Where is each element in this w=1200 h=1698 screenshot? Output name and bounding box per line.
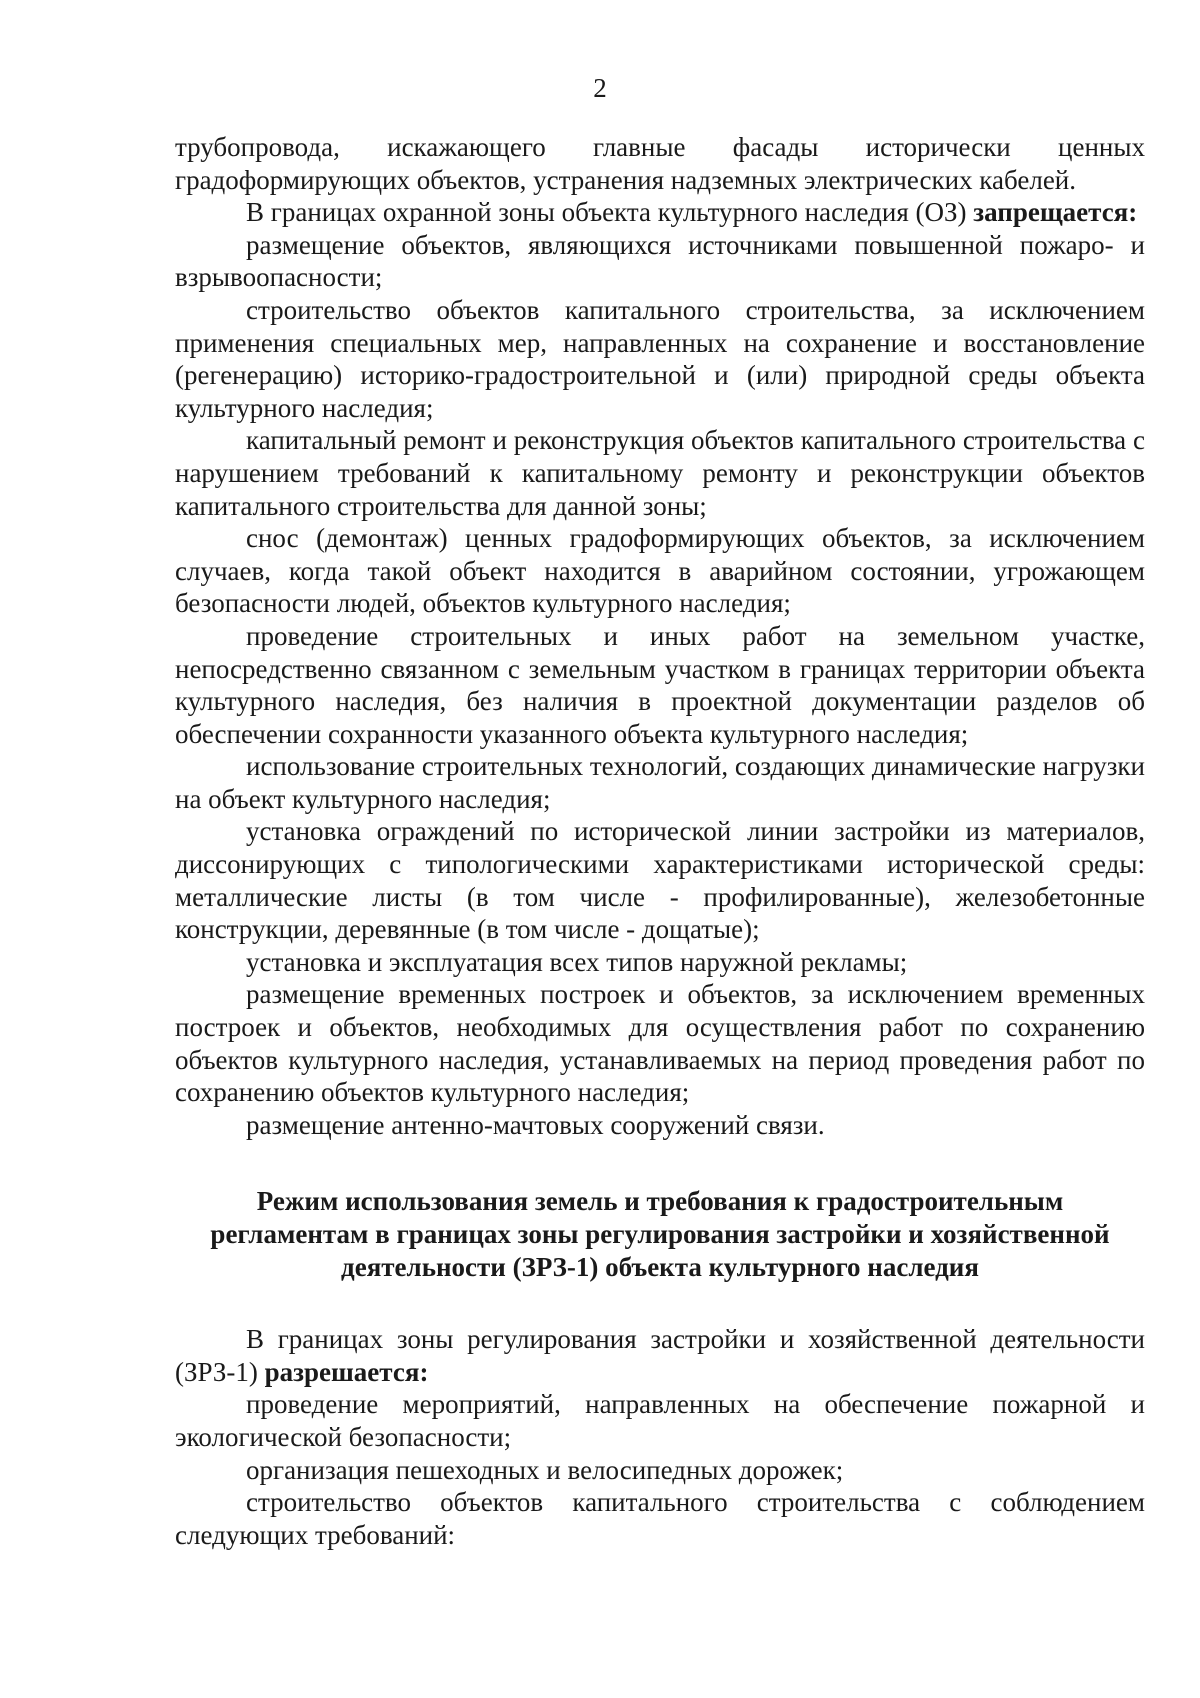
paragraph-text: строительство объектов капитального строительства, за исключением применения специальных мер, направленных на сохранение и восстановление (регенерацию) историко-градостроительной и (или) природной среды объекта культурного наследия; bbox=[175, 294, 1145, 423]
paragraph bbox=[175, 131, 1145, 196]
paragraph-text: проведение мероприятий, направленных на обеспечение пожарной и экологической безопасности; bbox=[175, 1389, 1145, 1452]
paragraph-text: размещение антенно-мачтовых сооружений связи. bbox=[246, 1109, 825, 1140]
paragraph bbox=[175, 1454, 1145, 1487]
paragraph-text: снос (демонтаж) ценных градоформирующих объектов, за исключением случаев, когда такой объект находится в аварийном состоянии, угрожающем безопасности людей, объектов культурного наследия; bbox=[175, 523, 1145, 619]
paragraph bbox=[175, 294, 1145, 424]
paragraph bbox=[175, 196, 1145, 229]
paragraph-text: трубопровода, искажающего главные фасады исторически ценных градоформирующих объектов, устранения надземных электрических кабелей. bbox=[175, 132, 1145, 195]
paragraph-text: В границах зоны регулирования застройки и хозяйственной деятельности (ЗРЗ-1) bbox=[175, 1324, 1145, 1387]
paragraph-bold-keyword: разрешается: bbox=[264, 1356, 429, 1387]
paragraph-text: размещение объектов, являющихся источниками повышенной пожаро- и взрывоопасности; bbox=[175, 229, 1145, 293]
paragraph bbox=[175, 424, 1145, 522]
paragraph bbox=[175, 946, 1145, 979]
paragraph-text: проведение строительных и иных работ на земельном участке, непосредственно связанном с земельным участком в границах территории объекта культурного наследия, без наличия в проектной документации разделов об обеспечении сохранности указанного объекта культурного наследия; bbox=[175, 620, 1145, 749]
paragraph bbox=[175, 1486, 1145, 1551]
paragraph-text: капитальный ремонт и реконструкция объектов капитального строительства с нарушением требований к капитальному ремонту и реконструкции объектов капитального строительства для данной зоны; bbox=[175, 425, 1145, 521]
section-heading: Режим использования земель и требования к градостроительным регламентам в границах зоны регулирования застройки и хозяйственной деятельности (ЗРЗ-1) объекта культурного наследия bbox=[210, 1186, 1110, 1282]
paragraph bbox=[175, 1388, 1145, 1453]
paragraph-bold-keyword: запрещается: bbox=[973, 197, 1138, 228]
paragraph bbox=[175, 229, 1145, 294]
paragraph-text: В границах охранной зоны объекта культурного наследия (ОЗ) bbox=[246, 197, 974, 228]
paragraph-text: установка и эксплуатация всех типов наружной рекламы; bbox=[246, 946, 908, 977]
paragraph bbox=[175, 1109, 1145, 1142]
document-body bbox=[175, 131, 1145, 1551]
paragraph bbox=[175, 750, 1145, 815]
paragraph-text: строительство объектов капитального строительства с соблюдением следующих требований: bbox=[175, 1487, 1145, 1550]
paragraph-text: использование строительных технологий, создающих динамические нагрузки на объект культурного наследия; bbox=[175, 751, 1145, 814]
paragraph bbox=[175, 620, 1145, 750]
paragraph-text: организация пешеходных и велосипедных дорожек; bbox=[246, 1454, 844, 1485]
paragraph bbox=[175, 978, 1145, 1108]
paragraph bbox=[175, 522, 1145, 620]
paragraph-text: размещение временных построек и объектов, за исключением временных построек и объектов, необходимых для осуществления работ по сохранению объектов культурного наследия, устанавливаемых на период проведения работ по сохранению объектов культурного наследия; bbox=[175, 979, 1145, 1108]
page-number: 2 bbox=[593, 73, 607, 103]
paragraph bbox=[175, 815, 1145, 945]
paragraph-text: установка ограждений по исторической линии застройки из материалов, диссонирующих с типологическими характеристиками исторической среды: металлические листы (в том числе - профилированные), железобетонные конструкции, деревянные (в том числе - дощатые); bbox=[175, 816, 1145, 945]
paragraph-list-bottom bbox=[175, 1323, 1145, 1551]
paragraph-list-top bbox=[175, 131, 1145, 1141]
paragraph bbox=[175, 1323, 1145, 1388]
